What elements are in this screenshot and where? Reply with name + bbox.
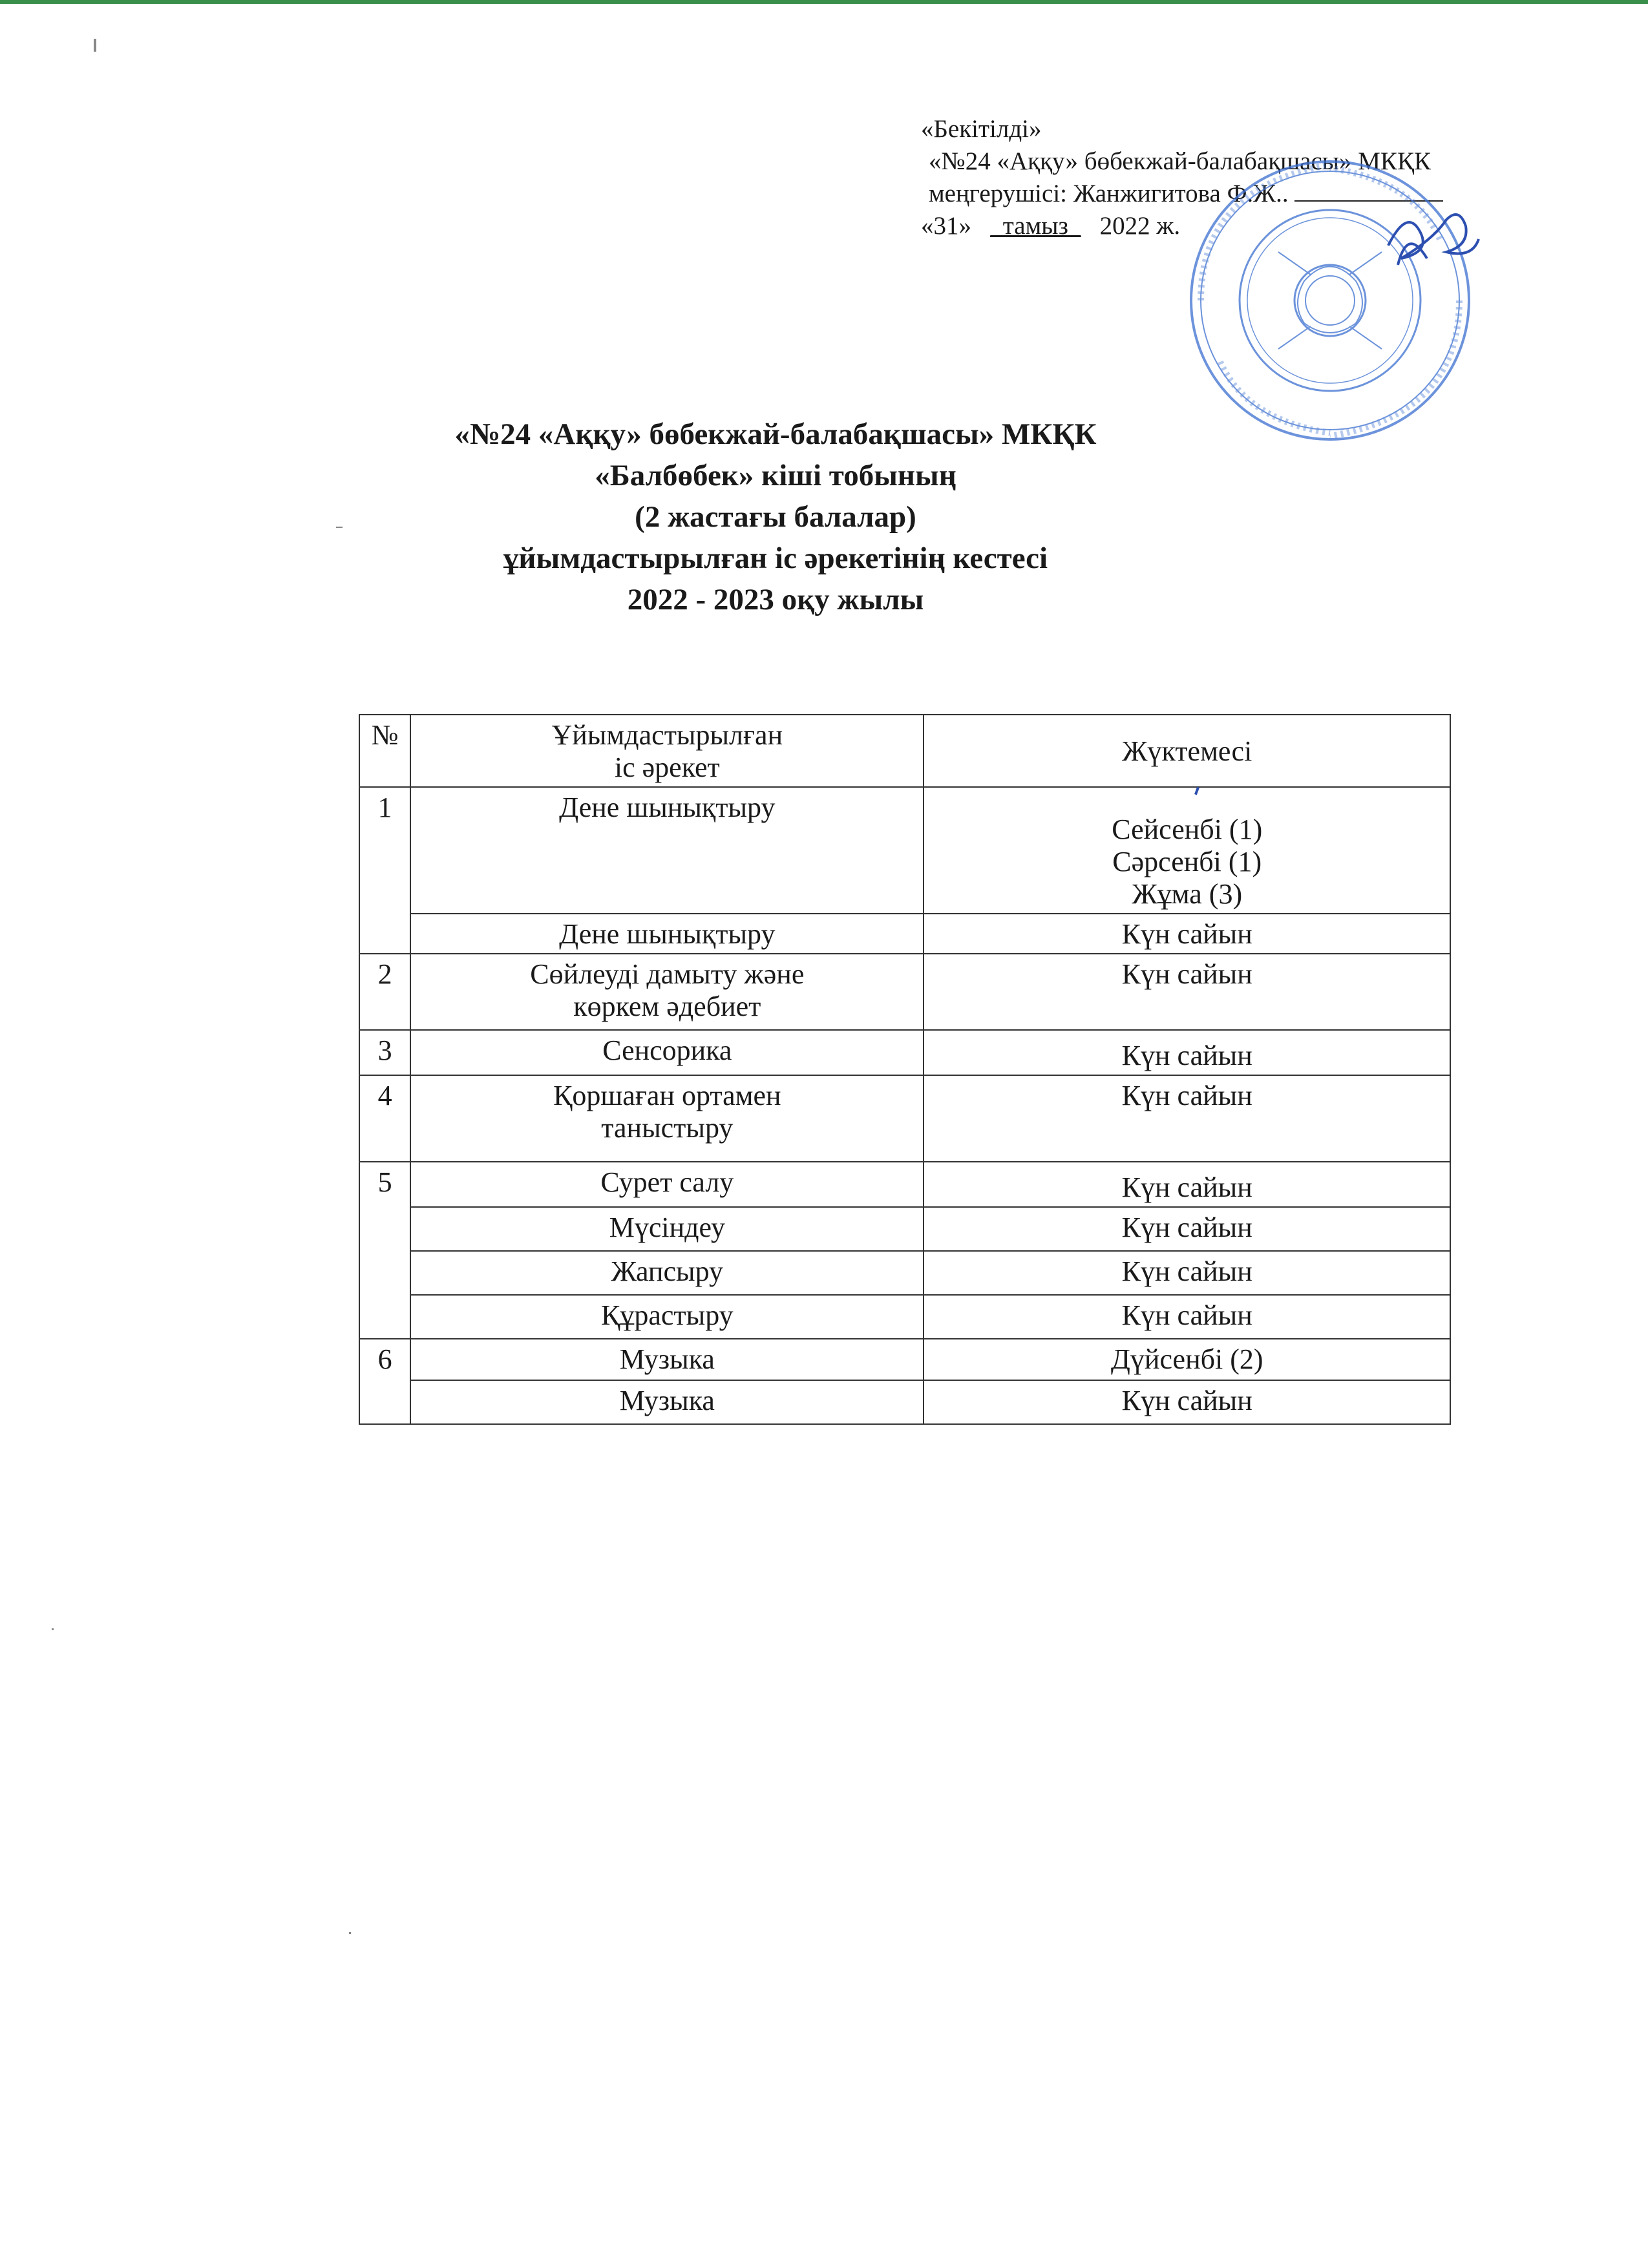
row-activity-l1: Қоршаған ортамен — [553, 1080, 781, 1111]
row-load: Күн сайын — [924, 1075, 1450, 1162]
schedule-table — [359, 714, 1451, 1425]
scan-speck — [336, 527, 343, 528]
row-load: Күн сайын — [924, 1295, 1450, 1339]
row-activity-l2: көркем әдебиет — [573, 991, 761, 1022]
row-num: 6 — [359, 1339, 410, 1424]
title-schedule: ұйымдастырылған іс әрекетінің кестесі — [503, 541, 1048, 575]
document-title — [323, 414, 1228, 620]
row-activity: Мүсіндеу — [410, 1207, 924, 1251]
row-load-line: Жұма (3) — [1132, 878, 1243, 910]
header-load — [924, 715, 1450, 787]
title-organization: «№24 «Аққу» бөбекжай-балабақшасы» МКҚК — [454, 417, 1097, 451]
row-activity: Жапсыру — [410, 1251, 924, 1295]
header-load-text: Жүктемесі — [1122, 735, 1252, 767]
table-header-row — [359, 715, 1450, 787]
row-load: Күн сайын — [924, 1380, 1450, 1424]
row-activity: Дене шынықтыру — [410, 914, 924, 954]
table-row — [359, 1380, 1450, 1424]
row-load: Күн сайын — [924, 954, 1450, 1030]
approval-year: 2022 ж. — [1099, 212, 1181, 240]
header-activity-l2: іс әрекет — [614, 751, 720, 783]
row-load: Күн сайын — [924, 1030, 1450, 1075]
header-num: № — [359, 715, 410, 787]
row-activity-l1: Сөйлеуді дамыту және — [530, 958, 805, 990]
scan-speck — [349, 1932, 351, 1934]
row-activity-l2: таныстыру — [601, 1112, 734, 1144]
table-row — [359, 914, 1450, 954]
row-activity: Музыка — [410, 1380, 924, 1424]
table-row — [359, 1251, 1450, 1295]
table-row — [359, 1339, 1450, 1380]
row-activity — [410, 954, 924, 1030]
scan-speck — [94, 39, 96, 52]
row-num: 1 — [359, 787, 410, 954]
row-load: Дүйсенбі (2) — [924, 1339, 1450, 1380]
table-row — [359, 954, 1450, 1030]
approval-month: _тамыз_ — [990, 212, 1081, 240]
scan-edge — [0, 0, 1648, 4]
official-stamp — [1175, 149, 1485, 452]
scan-speck — [52, 1628, 54, 1630]
row-num: 2 — [359, 954, 410, 1030]
approval-day: «31» — [921, 212, 971, 240]
table-row — [359, 1162, 1450, 1207]
row-load-line: Сейсенбі (1) — [1112, 814, 1263, 845]
row-num: 5 — [359, 1162, 410, 1339]
approval-heading: «Бекітілді» — [921, 115, 1042, 143]
row-activity: Музыка — [410, 1339, 924, 1380]
row-activity: Дене шынықтыру — [410, 787, 924, 914]
row-load: Күн сайын — [924, 1162, 1450, 1207]
approval-head-name: меңгерушісі: Жанжигитова Ф.Ж.. — [929, 180, 1289, 207]
row-load-line: Сәрсенбі (1) — [1112, 846, 1262, 877]
table-row — [359, 1207, 1450, 1251]
row-activity: Құрастыру — [410, 1295, 924, 1339]
title-age: (2 жастағы балалар) — [635, 500, 916, 534]
table-row — [359, 1030, 1450, 1075]
row-load — [924, 787, 1450, 914]
table-row — [359, 1075, 1450, 1162]
row-load: Күн сайын — [924, 1251, 1450, 1295]
row-num: 3 — [359, 1030, 410, 1075]
row-num: 4 — [359, 1075, 410, 1162]
approval-organization: «№24 «Аққу» бөбекжай-балабақшасы» МКҚК — [929, 147, 1431, 175]
table-row — [359, 1295, 1450, 1339]
header-activity — [410, 715, 924, 787]
row-activity: Сенсорика — [410, 1030, 924, 1075]
table-row — [359, 787, 1450, 914]
header-activity-l1: Ұйымдастырылған — [551, 719, 783, 751]
title-group: «Балбөбек» кіші тобының — [595, 459, 956, 492]
title-year: 2022 - 2023 оқу жылы — [627, 583, 924, 616]
row-load: Күн сайын — [924, 914, 1450, 954]
row-activity: Сурет салу — [410, 1162, 924, 1207]
row-load: Күн сайын — [924, 1207, 1450, 1251]
row-activity — [410, 1075, 924, 1162]
